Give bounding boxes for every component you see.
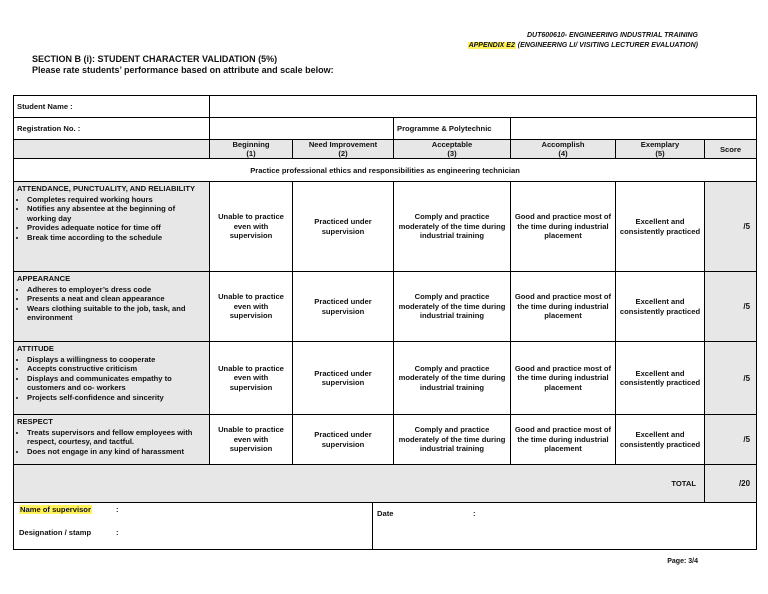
scale-header-accomplish: Accomplish (4) [511,140,616,159]
supervisor-name-label: Name of supervisor [20,505,91,514]
date-row [377,509,476,518]
supervisor-colon: : [116,505,119,514]
level-1-desc: Unable to practice even with supervision [210,415,293,465]
designation-colon: : [116,528,119,537]
level-4-desc: Good and practice most of the time during industrial placement [511,182,616,272]
attribute-bullet: • Does not engage in any kind of harassment [27,447,206,457]
section-heading [32,54,334,76]
student-name-field[interactable] [210,96,757,118]
section-title: SECTION B (i): STUDENT CHARACTER VALIDATION (5%) [32,54,278,64]
attribute-bullet: • Provides adequate notice for time off [27,223,206,233]
appendix-line [468,41,698,51]
supervisor-block[interactable] [14,503,373,550]
level-3-desc: Comply and practice moderately of the time during industrial training [394,272,511,342]
level-2-desc: Practiced under supervision [293,182,394,272]
supervisor-row [19,505,119,514]
level-2-desc: Practiced under supervision [293,272,394,342]
page-number: Page: 3/4 [667,558,698,565]
course-code: DUT600610- ENGINEERING INDUSTRIAL TRAINING [526,32,698,39]
score-header: Score [705,140,757,159]
programme-field[interactable] [511,118,757,140]
level-3-desc: Comply and practice moderately of the time during industrial training [394,415,511,465]
score-cell[interactable]: /5 [705,272,757,342]
document-header [468,31,698,51]
attribute-bullet: • Completes required working hours [27,195,206,205]
scale-header-exemplary: Exemplary (5) [616,140,705,159]
designation-label: Designation / stamp [19,528,92,537]
level-4-desc: Good and practice most of the time during industrial placement [511,272,616,342]
level-1-desc: Unable to practice even with supervision [210,342,293,415]
evaluation-table [13,95,757,503]
total-label: TOTAL [14,465,705,503]
appendix-description: (ENGINEERNG LI/ VISITING LECTURER EVALUATION) [515,42,698,49]
attribute-respect [14,415,210,465]
level-2-desc: Practiced under supervision [293,415,394,465]
attribute-bullet: • Adheres to employer’s dress code [27,285,206,295]
designation-row [19,528,119,537]
attribute-attitude [14,342,210,415]
level-2-desc: Practiced under supervision [293,342,394,415]
appendix-label: APPENDIX E2 [468,42,515,49]
date-colon: : [473,509,476,518]
level-5-desc: Excellent and consistently practiced [616,415,705,465]
score-cell[interactable]: /5 [705,342,757,415]
level-5-desc: Excellent and consistently practiced [616,272,705,342]
level-4-desc: Good and practice most of the time during industrial placement [511,415,616,465]
level-1-desc: Unable to practice even with supervision [210,182,293,272]
attribute-bullet: • Wears clothing suitable to the job, task, and environment [27,304,206,323]
scale-header-beginning: Beginning (1) [210,140,293,159]
attribute-bullet: • Treats supervisors and fellow employees with respect, courtesy, and tactful. [27,428,206,447]
attribute-bullet: • Presents a neat and clean appearance [27,294,206,304]
attribute-bullet: • Displays a willingness to cooperate [27,355,206,365]
scale-header-need-improvement: Need Improvement (2) [293,140,394,159]
total-score[interactable]: /20 [705,465,757,503]
level-1-desc: Unable to practice even with supervision [210,272,293,342]
attribute-title: ATTITUDE [17,344,54,353]
attribute-bullet: • Break time according to the schedule [27,233,206,243]
attribute-bullet: • Accepts constructive criticism [27,364,206,374]
attribute-title: APPEARANCE [17,274,71,283]
level-3-desc: Comply and practice moderately of the time during industrial training [394,182,511,272]
practice-subtitle: Practice professional ethics and responsibilities as engineering technician [14,159,757,182]
scale-header-blank [14,140,210,159]
level-5-desc: Excellent and consistently practiced [616,342,705,415]
level-4-desc: Good and practice most of the time during industrial placement [511,342,616,415]
scale-header-acceptable: Acceptable (3) [394,140,511,159]
attribute-title: ATTENDANCE, PUNCTUALITY, AND RELIABILITY [17,184,196,193]
registration-field[interactable] [210,118,394,140]
level-5-desc: Excellent and consistently practiced [616,182,705,272]
score-cell[interactable]: /5 [705,182,757,272]
programme-label: Programme & Polytechnic [394,118,511,140]
attribute-bullet: • Displays and communicates empathy to customers and co- workers [27,374,206,393]
level-3-desc: Comply and practice moderately of the time during industrial training [394,342,511,415]
date-label: Date [377,509,394,518]
registration-label: Registration No. : [14,118,210,140]
attribute-appearance [14,272,210,342]
attribute-bullet: • Projects self-confidence and sincerity [27,393,206,403]
score-cell[interactable]: /5 [705,415,757,465]
attribute-title: RESPECT [17,417,53,426]
date-block[interactable] [373,503,757,550]
signature-table [13,502,757,550]
attribute-attendance [14,182,210,272]
section-instruction: Please rate students’ performance based on attribute and scale below: [32,65,334,75]
attribute-bullet: • Notifies any absentee at the beginning of working day [27,204,206,223]
student-name-label: Student Name : [14,96,210,118]
